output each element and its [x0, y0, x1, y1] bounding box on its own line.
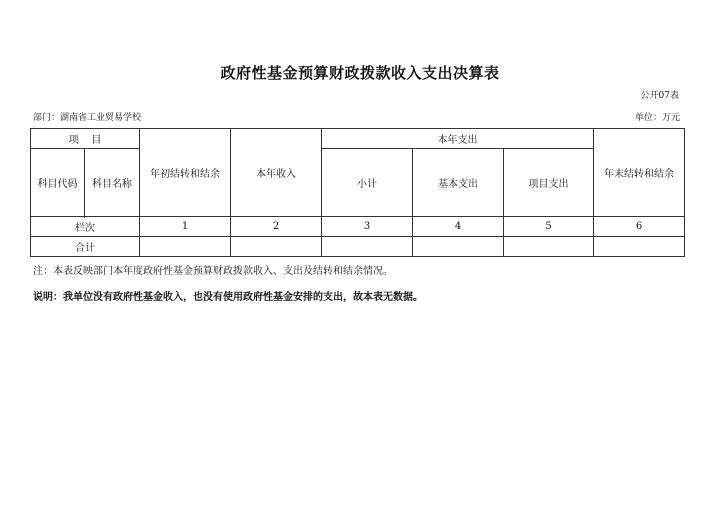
header-row-1: [31, 129, 685, 149]
total-label: 合计: [31, 237, 140, 257]
total-cell: [231, 237, 322, 257]
closing-balance-header: 年末结转和结余: [594, 129, 685, 217]
subject-name-header: 科目名称: [85, 149, 140, 217]
header-row-2: [31, 149, 685, 217]
current-income-header: 本年收入: [231, 129, 322, 217]
column-number-label: 栏次: [31, 217, 140, 237]
column-number: 2: [231, 217, 322, 237]
total-row: [31, 237, 685, 257]
current-expense-header: 本年支出: [322, 129, 594, 149]
report-title: 政府性基金预算财政拨款收入支出决算表: [220, 64, 500, 82]
unit-label: 单位：万元: [634, 113, 680, 123]
column-number: 4: [413, 217, 504, 237]
basic-expense-header: 基本支出: [413, 149, 504, 217]
column-number: 5: [504, 217, 594, 237]
total-cell: [140, 237, 231, 257]
subtotal-header: 小计: [322, 149, 413, 217]
explanation-note: 说明：我单位没有政府性基金收入，也没有使用政府性基金安排的支出，故本表无数据。: [33, 292, 423, 303]
column-number: 6: [594, 217, 685, 237]
total-cell: [594, 237, 685, 257]
column-number-row: [31, 217, 685, 237]
form-code: 公开07表: [640, 91, 679, 101]
department-label: 部门：湖南省工业贸易学校: [33, 113, 142, 123]
project-expense-header: 项目支出: [504, 149, 594, 217]
total-cell: [322, 237, 413, 257]
budget-table: [30, 128, 685, 257]
total-cell: [504, 237, 594, 257]
column-number: 1: [140, 217, 231, 237]
opening-balance-header: 年初结转和结余: [140, 129, 231, 217]
table-note: 注：本表反映部门本年度政府性基金预算财政拨款收入、支出及结转和结余情况。: [33, 266, 393, 277]
column-number: 3: [322, 217, 413, 237]
subject-code-header: 科目代码: [31, 149, 85, 217]
total-cell: [413, 237, 504, 257]
meta-row: [33, 110, 680, 122]
item-header: 项 目: [31, 129, 140, 149]
